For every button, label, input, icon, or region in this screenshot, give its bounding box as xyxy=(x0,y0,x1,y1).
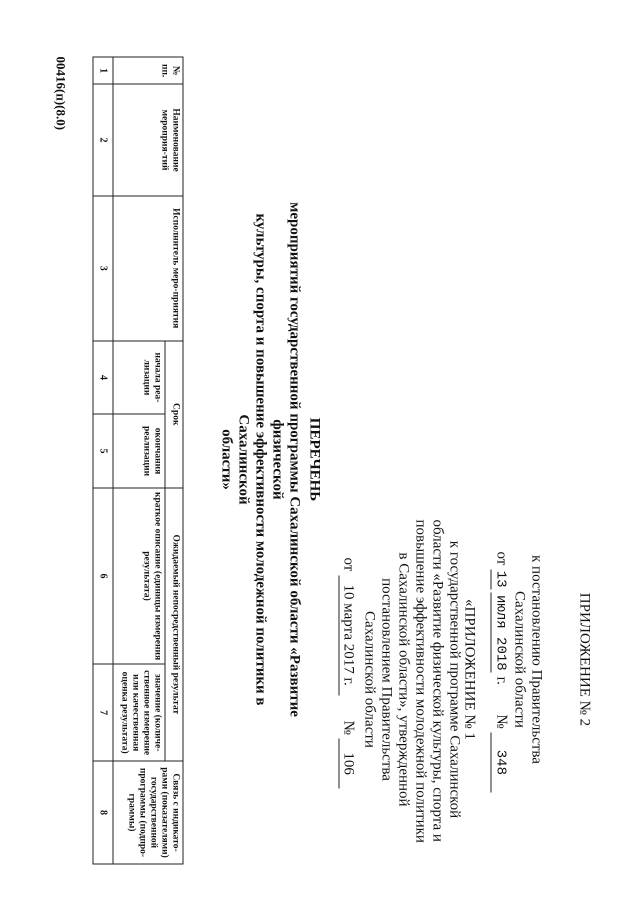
header-link: Связь с индикато-рами (показателями) государственной программы (подпро-граммы) xyxy=(113,761,183,864)
list-subtitle xyxy=(218,170,303,750)
subtitle-line: области» xyxy=(218,429,235,490)
header-num: № пп. xyxy=(113,57,183,84)
header-result-short: краткое описание (единицы измерения результата) xyxy=(113,488,165,665)
document-code: 00416(п)(8.0) xyxy=(53,56,69,131)
quote-line: области «Развитие физической культуры, спорта и xyxy=(429,519,446,842)
quote-date-line xyxy=(339,558,357,838)
subtitle-line: культуры, спорта и повышение эффективности молодежной политики в Сахалинской xyxy=(235,213,269,706)
header-term-start: начала реа-лизации xyxy=(113,341,165,415)
quote-line: в Сахалинской области», утвержденной xyxy=(395,552,412,807)
list-title: ПЕРЕЧЕНЬ xyxy=(306,417,323,502)
header-executor: Исполнитель меро-приятия xyxy=(113,196,183,341)
from-label: от xyxy=(493,551,510,566)
date-day: 13 xyxy=(492,570,509,588)
document-page xyxy=(1,0,640,905)
header-term: Срок xyxy=(165,341,183,488)
subtitle-line: мероприятий государственной программы Сахалинской области «Развитие физической xyxy=(269,202,303,717)
appendix-title: ПРИЛОЖЕНИЕ № 2 xyxy=(576,592,593,727)
header-result: Ожидаемый непосредственный результат xyxy=(165,488,183,761)
quote-line: Сахалинской области xyxy=(361,611,378,748)
date-month-year: июля 2018 xyxy=(491,593,509,673)
col-number-8: 8 xyxy=(93,761,113,864)
quote-appendix-text xyxy=(361,519,463,843)
col-number-1: 1 xyxy=(93,57,113,84)
col-number-5: 5 xyxy=(93,414,113,488)
appendix-date-line xyxy=(491,552,510,792)
number-label: № xyxy=(340,720,357,735)
col-number-3: 3 xyxy=(93,196,113,341)
from-label: от xyxy=(340,557,357,572)
decree-number: 348 xyxy=(491,732,509,792)
quote-appendix-title: «ПРИЛОЖЕНИЕ № 1 xyxy=(461,599,478,740)
col-number-2: 2 xyxy=(93,84,113,195)
year-suffix: г. xyxy=(493,676,510,685)
header-term-end: окончания реализации xyxy=(113,414,165,488)
header-name: Наименование мероприя-тий xyxy=(113,84,183,195)
col-number-4: 4 xyxy=(93,341,113,415)
quote-line: постановлением Правительства xyxy=(378,578,395,781)
col-number-6: 6 xyxy=(93,488,113,665)
measures-table xyxy=(93,57,184,865)
quote-number: 106 xyxy=(339,739,357,789)
col-number-7: 7 xyxy=(93,664,113,761)
quote-line: повышение эффективности молодежной политики xyxy=(412,519,429,843)
header-result-value: значение (количе-ственное измерение или качественная оценка результата) xyxy=(113,664,165,761)
number-label: № xyxy=(493,714,510,729)
appendix-to-decree: к постановлению Правительства xyxy=(528,555,545,764)
quote-date: 10 марта 2017 г. xyxy=(339,575,357,695)
quote-line: к государственной программе Сахалинской xyxy=(446,540,463,819)
appendix-region: Сахалинской области xyxy=(511,591,528,728)
